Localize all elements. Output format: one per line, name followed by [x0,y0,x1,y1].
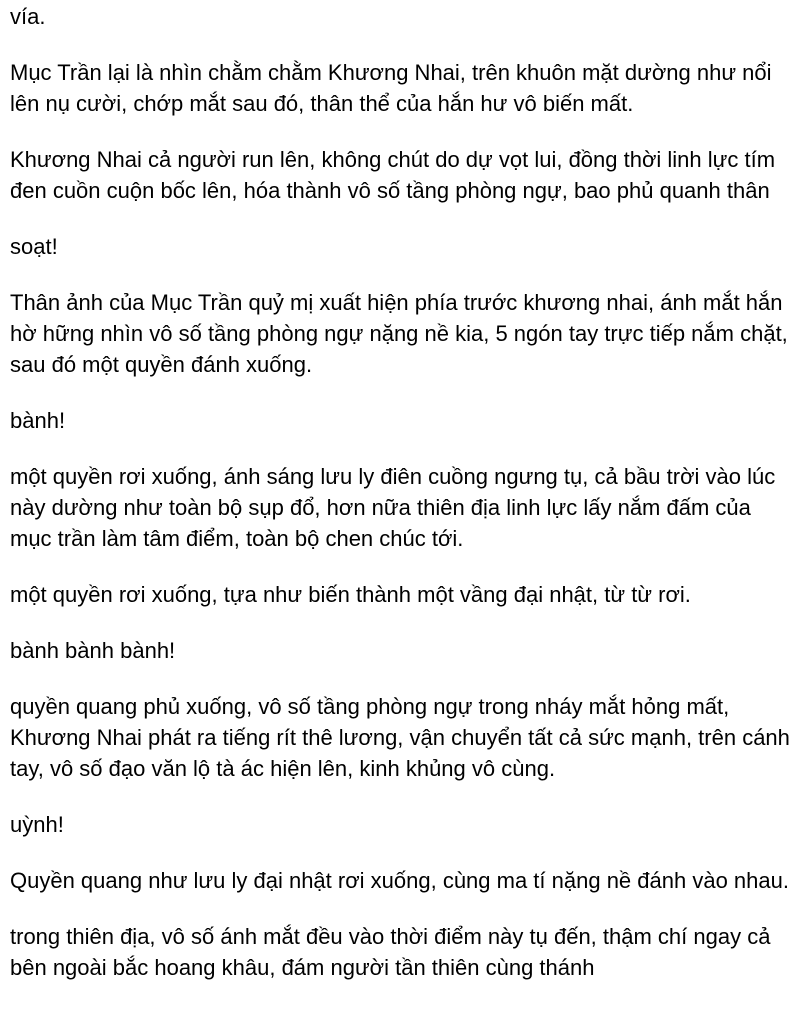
story-paragraph: Mục Trần lại là nhìn chằm chằm Khương Nhai, trên khuôn mặt dường như nổi lên nụ cười, chớp mắt sau đó, thân thể của hắn hư vô biến mất. [10,60,772,116]
story-paragraph: trong thiên địa, vô số ánh mắt đều vào thời điểm này tụ đến, thậm chí ngay cả bên ngoài bắc hoang khâu, đám người tần thiên cùng thánh [10,924,771,980]
story-paragraph: bành! [10,408,66,433]
story-paragraph: vía. [10,4,46,29]
story-paragraph: Quyền quang như lưu ly đại nhật rơi xuống, cùng ma tí nặng nề đánh vào nhau. [10,868,789,893]
story-paragraph: quyền quang phủ xuống, vô số tầng phòng ngự trong nháy mắt hỏng mất, Khương Nhai phát ra tiếng rít thê lương, vận chuyển tất cả sức mạnh, trên cánh tay, vô số đạo văn lộ tà ác hiện lên, kinh khủng vô cùng. [10,694,790,781]
story-paragraph: một quyền rơi xuống, ánh sáng lưu ly điên cuồng ngưng tụ, cả bầu trời vào lúc này dường như toàn bộ sụp đổ, hơn nữa thiên địa linh lực lấy nắm đấm của mục trần làm tâm điểm, toàn bộ chen chúc tới. [10,464,776,551]
story-paragraph: bành bành bành! [10,638,176,663]
story-paragraph: một quyền rơi xuống, tựa như biến thành một vầng đại nhật, từ từ rơi. [10,582,691,607]
story-paragraph: uỳnh! [10,812,64,837]
story-paragraph: Khương Nhai cả người run lên, không chút do dự vọt lui, đồng thời linh lực tím đen cuồn cuộn bốc lên, hóa thành vô số tầng phòng ngự, bao phủ quanh thân [10,147,776,203]
story-paragraph: Thân ảnh của Mục Trần quỷ mị xuất hiện phía trước khương nhai, ánh mắt hắn hờ hững nhìn vô số tầng phòng ngự nặng nề kia, 5 ngón tay trực tiếp nắm chặt, sau đó một quyền đánh xuống. [10,290,788,377]
story-paragraph: soạt! [10,234,58,259]
